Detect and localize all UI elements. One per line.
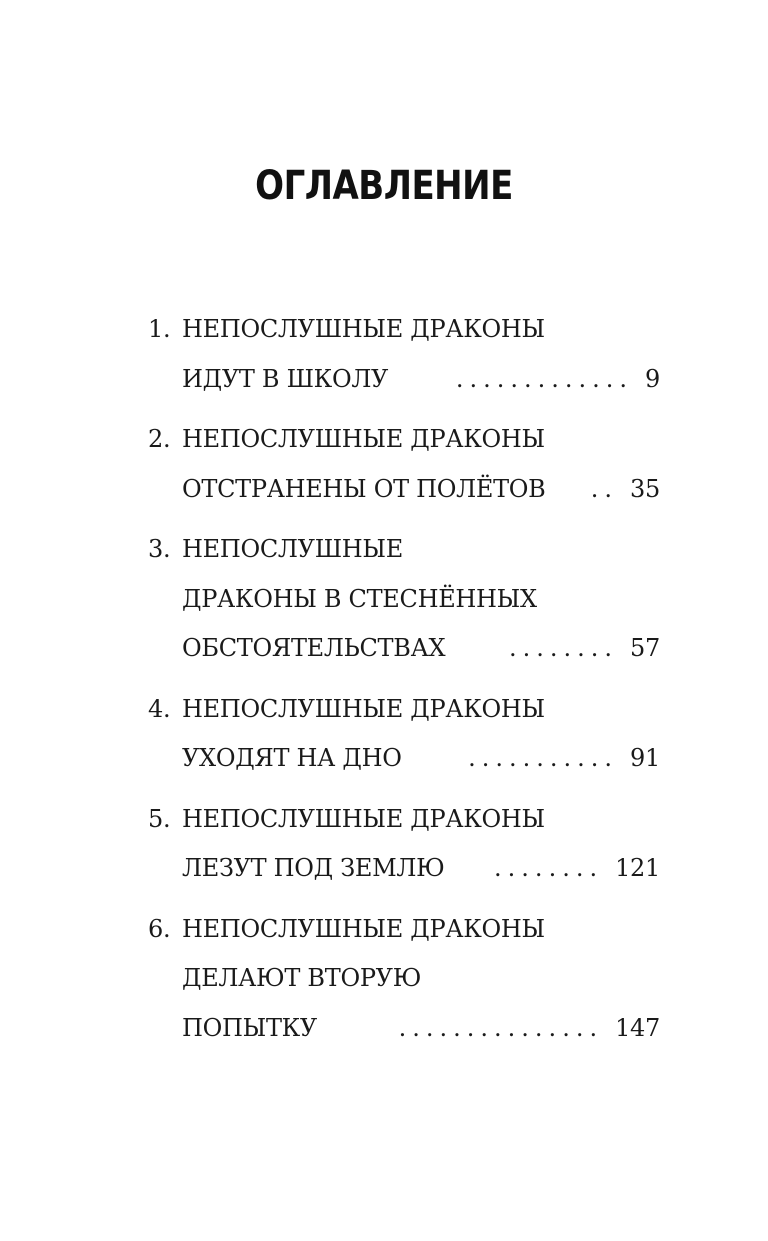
page-number: 121 — [615, 854, 660, 882]
dot-leader: ............. — [455, 364, 634, 393]
toc-entry-1[interactable] — [148, 305, 660, 404]
entry-number: 2. — [148, 425, 171, 453]
entry-title-line: НЕПОСЛУШНЫЕ — [182, 535, 403, 563]
entry-title-line: ЛЕЗУТ ПОД ЗЕМЛЮ — [182, 854, 445, 882]
entry-title-line: ПОПЫТКУ — [182, 1013, 317, 1042]
entry-title-line: УХОДЯТ НА ДНО — [182, 744, 402, 772]
entry-title-line: НЕПОСЛУШНЫЕ ДРАКОНЫ — [182, 694, 545, 723]
entry-last-line — [182, 844, 660, 894]
page-number: 91 — [630, 744, 660, 772]
entry-last-line — [182, 624, 660, 674]
entry-number: 5. — [148, 804, 171, 833]
toc-entry-5[interactable] — [148, 795, 660, 894]
table-of-contents — [148, 305, 660, 1064]
entry-title-line: ДЕЛАЮТ ВТОРУЮ — [182, 964, 422, 992]
page-number: 57 — [630, 634, 660, 662]
entry-title-line: НЕПОСЛУШНЫЕ ДРАКОНЫ — [182, 914, 545, 943]
entry-last-line — [182, 465, 660, 515]
entry-number: 3. — [148, 535, 171, 563]
dot-leader: ........ — [494, 854, 604, 882]
page-number: 35 — [630, 474, 660, 503]
entry-title-line: ОТСТРАНЕНЫ ОТ ПОЛЁТОВ — [182, 474, 546, 503]
dot-leader: ........... — [468, 744, 619, 772]
entry-number: 4. — [148, 694, 171, 723]
entry-title-line: НЕПОСЛУШНЫЕ ДРАКОНЫ — [182, 315, 545, 343]
entry-number: 1. — [148, 315, 171, 343]
page-number: 147 — [615, 1013, 660, 1042]
dot-leader: .. — [590, 474, 619, 503]
entry-title-line: НЕПОСЛУШНЫЕ ДРАКОНЫ — [182, 804, 545, 833]
toc-entry-6[interactable] — [148, 905, 660, 1054]
entry-title-line: ДРАКОНЫ В СТЕСНЁННЫХ — [182, 584, 537, 613]
entry-last-line — [182, 1004, 660, 1054]
entry-last-line — [182, 355, 660, 405]
entry-title-line: НЕПОСЛУШНЫЕ ДРАКОНЫ — [182, 425, 545, 453]
toc-entry-3[interactable] — [148, 525, 660, 674]
entry-title-line: ИДУТ В ШКОЛУ — [182, 364, 389, 393]
entry-title-line: ОБСТОЯТЕЛЬСТВАХ — [182, 634, 446, 662]
dot-leader: ........ — [509, 634, 619, 662]
toc-entry-2[interactable] — [148, 415, 660, 514]
dot-leader: ............... — [398, 1013, 604, 1042]
page-number: 9 — [645, 364, 660, 393]
page-title: ОГЛАВЛЕНИЕ — [255, 162, 513, 210]
entry-number: 6. — [148, 914, 171, 943]
entry-last-line — [182, 734, 660, 784]
toc-entry-4[interactable] — [148, 685, 660, 784]
